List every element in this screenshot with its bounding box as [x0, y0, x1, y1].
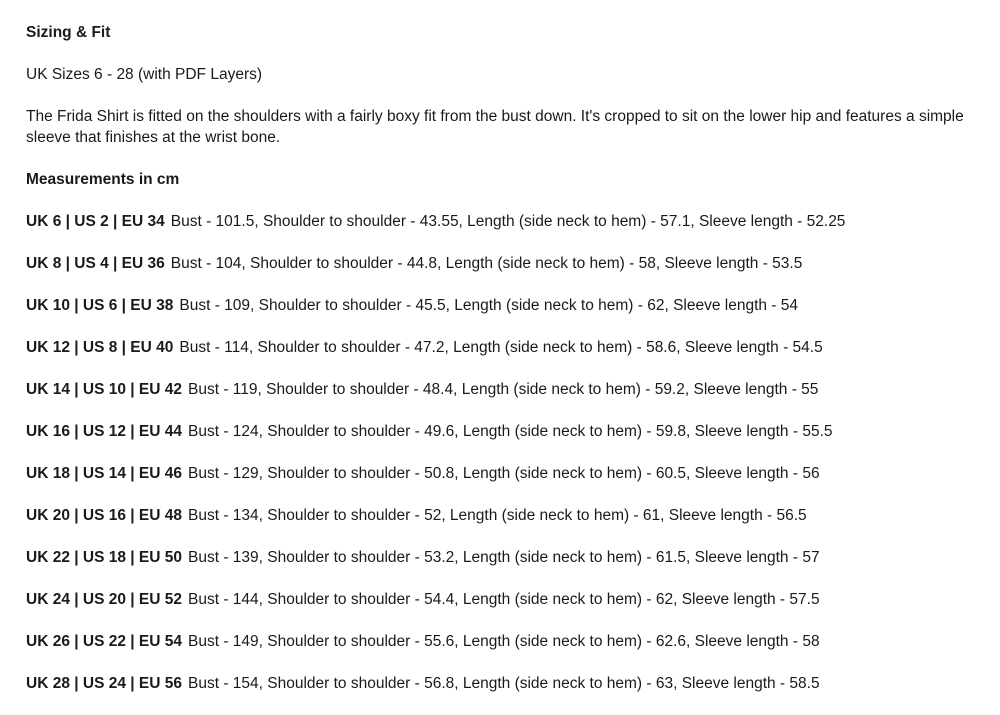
size-details: Bust - 124, Shoulder to shoulder - 49.6, Length (side neck to hem) - 59.8, Sleeve length - 55.5: [188, 423, 833, 440]
size-row: [26, 421, 974, 442]
size-label: UK 16 | US 12 | EU 44: [26, 423, 182, 440]
size-row: [26, 673, 974, 694]
size-row: [26, 295, 974, 316]
size-row: [26, 211, 974, 232]
size-row: [26, 379, 974, 400]
size-label: UK 22 | US 18 | EU 50: [26, 549, 182, 566]
size-row: [26, 253, 974, 274]
size-details: Bust - 154, Shoulder to shoulder - 56.8, Length (side neck to hem) - 63, Sleeve length - 58.5: [188, 675, 820, 692]
size-label: UK 12 | US 8 | EU 40: [26, 339, 174, 356]
size-label: UK 10 | US 6 | EU 38: [26, 297, 174, 314]
size-row: [26, 337, 974, 358]
size-label: UK 24 | US 20 | EU 52: [26, 591, 182, 608]
size-label: UK 18 | US 14 | EU 46: [26, 465, 182, 482]
size-details: Bust - 119, Shoulder to shoulder - 48.4, Length (side neck to hem) - 59.2, Sleeve length - 55: [188, 381, 819, 398]
section-title: Sizing & Fit: [26, 24, 111, 41]
size-range-text: UK Sizes 6 - 28 (with PDF Layers): [26, 66, 263, 83]
size-details: Bust - 109, Shoulder to shoulder - 45.5, Length (side neck to hem) - 62, Sleeve length - 54: [179, 297, 799, 314]
size-row: [26, 463, 974, 484]
size-details: Bust - 144, Shoulder to shoulder - 54.4, Length (side neck to hem) - 62, Sleeve length - 57.5: [188, 591, 820, 608]
size-row: [26, 589, 974, 610]
size-row: [26, 547, 974, 568]
measurements-title: Measurements in cm: [26, 171, 180, 188]
size-details: Bust - 104, Shoulder to shoulder - 44.8, Length (side neck to hem) - 58, Sleeve length - 53.5: [170, 255, 803, 272]
size-label: UK 14 | US 10 | EU 42: [26, 381, 182, 398]
size-row: [26, 631, 974, 652]
size-label: UK 8 | US 4 | EU 36: [26, 255, 165, 272]
size-details: Bust - 134, Shoulder to shoulder - 52, Length (side neck to hem) - 61, Sleeve length - 56.5: [188, 507, 807, 524]
size-label: UK 20 | US 16 | EU 48: [26, 507, 182, 524]
fit-description: The Frida Shirt is fitted on the shoulders with a fairly boxy fit from the bust down. It's cropped to sit on the lower hip and features a simple sleeve that finishes at the wrist bone.: [26, 108, 964, 146]
size-details: Bust - 114, Shoulder to shoulder - 47.2, Length (side neck to hem) - 58.6, Sleeve length - 54.5: [179, 339, 823, 356]
size-list: [26, 211, 974, 694]
size-label: UK 26 | US 22 | EU 54: [26, 633, 182, 650]
size-details: Bust - 129, Shoulder to shoulder - 50.8, Length (side neck to hem) - 60.5, Sleeve length - 56: [188, 465, 820, 482]
size-label: UK 6 | US 2 | EU 34: [26, 213, 165, 230]
size-label: UK 28 | US 24 | EU 56: [26, 675, 182, 692]
size-details: Bust - 101.5, Shoulder to shoulder - 43.55, Length (side neck to hem) - 57.1, Sleeve length - 52.25: [170, 213, 846, 230]
size-details: Bust - 149, Shoulder to shoulder - 55.6, Length (side neck to hem) - 62.6, Sleeve length - 58: [188, 633, 820, 650]
size-details: Bust - 139, Shoulder to shoulder - 53.2, Length (side neck to hem) - 61.5, Sleeve length - 57: [188, 549, 820, 566]
size-row: [26, 505, 974, 526]
